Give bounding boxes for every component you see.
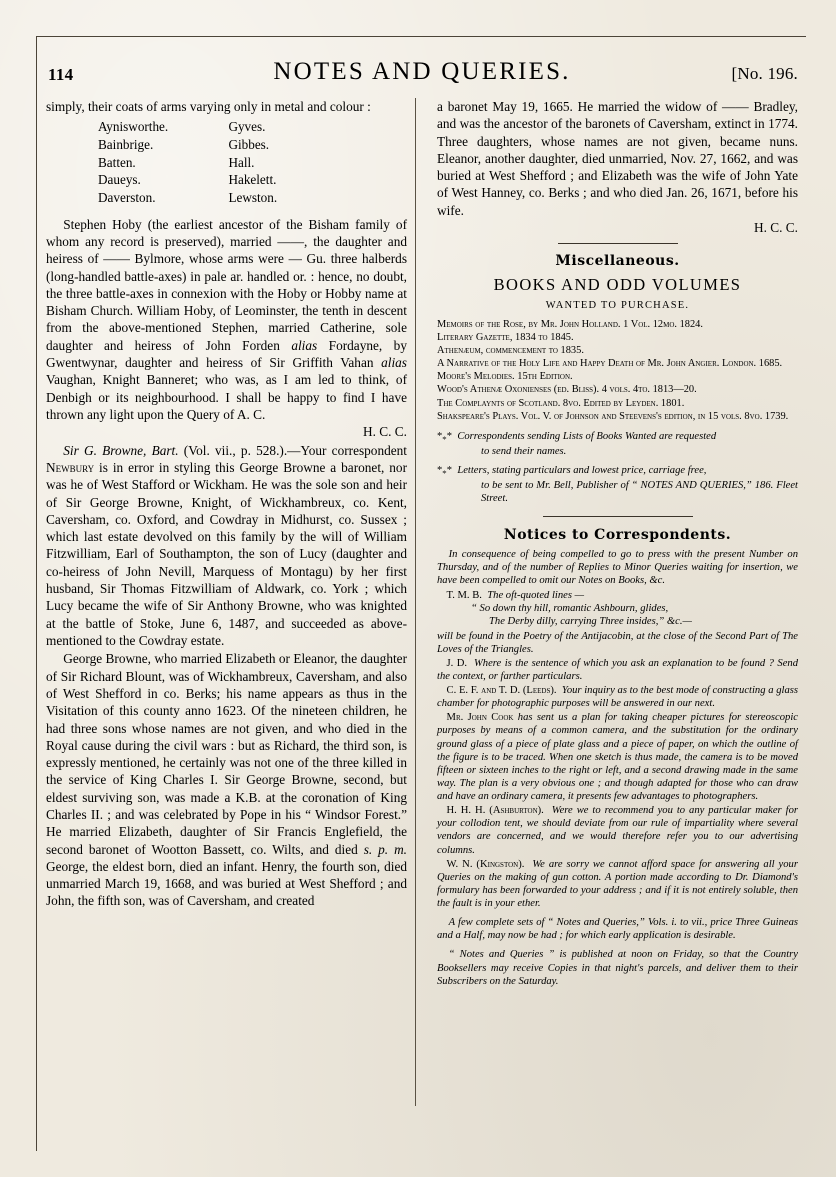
publication-title: NOTES AND QUERIES. <box>273 58 571 85</box>
table-row <box>46 190 407 208</box>
paragraph-stephen-hoby <box>46 216 407 441</box>
notices-to-correspondents <box>437 548 798 988</box>
reply-text: Your inquiry as to the best mode of constructing a glass chamber for photographic purposes will be answered in our next. <box>437 685 798 710</box>
paragraph-sir-g-browne <box>46 442 407 649</box>
reply-text: Were we to recommend you to any particular maker for your collodion tent, we should deviate from our rule of impartiality where several vendors are concerned, and we would therefore refer you to our advertising columns. <box>437 805 798 856</box>
reply-name: T. M. B. <box>446 589 482 601</box>
section-divider-1 <box>558 243 678 244</box>
reply-wn <box>437 858 798 911</box>
reply-cef-td <box>437 684 798 710</box>
surname-cell: Batten. <box>98 154 136 170</box>
list-item: The Complaynts of Scotland. 8vo. Edited by Leyden. 1801. <box>437 397 685 409</box>
reply-text: We are sorry we cannot afford space for answering all your Queries on the making of gun cotton. A portion made according to Dr. Diamond's formulary has been forwarded to your address ; and if it is not entirely soluble, then the fault is in your ether. <box>437 858 798 910</box>
note-text-line2: to send their names. <box>481 445 567 457</box>
table-row <box>46 154 407 172</box>
note-text: Letters, stating particulars and lowest price, carriage free, <box>457 464 707 476</box>
note-correspondents-names: $*_**$ Correspondents sending Lists of Books Wanted are requested to send their names. <box>437 430 798 458</box>
surname-cell: Gibbes. <box>228 136 270 152</box>
note-letters-to-publisher: $*_**$ Letters, stating particulars and lowest price, carriage free, to be sent to Mr. Bell, Publisher of “ NOTES AND QUERIES,” 186. Fleet Street. <box>437 464 798 504</box>
surname-cell: Hall. <box>228 154 255 170</box>
paragraph-george-browne <box>46 650 407 909</box>
browne-text-part1: (Vol. vii., p. 528.).—Your correspondent <box>178 442 407 458</box>
section-heading-notices: Notices to Correspondents. <box>503 526 732 543</box>
hoby-text-part1: Stephen Hoby (the earliest ancestor of the Bisham family of whom any record is preserved), married ——, the daughter and heiress of —— Bylmore, whose arms were — Gu. three halberds (long-handled battle-axes) in pale ar. handled or. : hence, no doubt, the three battle-axes in connexion with the Hoby or Hobby name at Bisham Church. William Hoby, of Leominster, the tenth in descent from the above-mentioned Stephen, married Catherine, sole daughter and heiress of John Forden <box>46 216 407 353</box>
reply-name: H. H. H. (Ashburton). <box>446 805 544 817</box>
list-item: Memoirs of the Rose, by Mr. John Holland. 1 Vol. 12mo. 1824. <box>437 318 703 330</box>
reply-john-cook <box>437 711 798 803</box>
george-text-part1: George Browne, who married Elizabeth or Eleanor, the daughter of Sir Richard Blount, was of Wickhambreux, Caversham, and also of West Shefford in co. Berks; his name appears as thus in the Visitation of this county anno 1623. Of the nineteen children, he had three sons whose names are not given, and who died in the Royal cause during the civil wars : but as Richard, the third son, is expressly mentioned, he certainly was not one of the three killed in the service of King Charles I. Sir George Browne, second, but eldest surviving son, was made a K.B. at the coronation of King Charles II. ; and was celebrated by Pope in his “ Windsor Forest.” He married Elizabeth, daughter of Sir Francis Englefield, the second baronet of Wootton Bassett, co. Wilts, and died <box>46 651 407 857</box>
hoby-alias-1: alias <box>291 337 318 353</box>
list-item: Moore's Melodies. 15th Edition. <box>437 371 573 383</box>
issue-number: [No. 196. <box>731 64 798 83</box>
baronet-text: a baronet May 19, 1665. He married the widow of —— Bradley, and was the ancestor of the baronets of Caversham, extinct in 1774. Three daughters, whose names are not given, became nuns. Eleanor, another daughter, died unmarried, Nov. 27, 1662, and was buried at West Shefford ; and Elizabeth was the wife of John Yate of West Hanney, co. Berks ; and who died Jan. 26, 1671, before his wife. <box>437 99 798 218</box>
reply-jd <box>437 657 798 683</box>
paragraph-arms-intro: simply, their coats of arms varying only in metal and colour : <box>46 99 371 114</box>
surname-cell: Hakelett. <box>228 172 277 188</box>
notice-intro: In consequence of being compelled to go to press with the present Number on Thursday, and of the number of Replies to Minor Queries waiting for insertion, we have been compelled to omit our Notes on Books, &c. <box>437 549 798 587</box>
wanted-to-purchase-subheading: WANTED TO PURCHASE. <box>545 299 690 311</box>
reply-hhh <box>437 804 798 857</box>
running-head <box>46 52 798 94</box>
reply-name: C. E. F. and T. D. (Leeds). <box>446 685 557 697</box>
section-heading-miscellaneous: Miscellaneous. <box>555 253 680 270</box>
table-row <box>46 118 407 136</box>
asterism-icon: * <box>437 430 443 442</box>
section-divider-2 <box>543 516 693 517</box>
correspondent-newbury: Newbury <box>46 460 95 475</box>
browne-article-title: Sir G. Browne, Bart. <box>63 442 179 458</box>
hoby-text-part2: Fordayne, by Gwentwynar, daughter and heiress of Sir Griffith Vahan <box>46 337 407 370</box>
notice-complete-sets: A few complete sets of “ Notes and Queries,” Vols. i. to vii., price Three Guineas and a Half, may now be had ; for which early application is desirable. <box>437 917 798 942</box>
verse-line-1: “ So down thy hill, romantic Ashbourn, glides, <box>471 602 669 614</box>
reply-tmb <box>437 589 798 602</box>
column-divider <box>415 98 416 1106</box>
note-text-line2: to be sent to Mr. Bell, Publisher of “ NOTES AND QUERIES,” 186. Fleet Street. <box>481 479 798 504</box>
surname-cell: Daueys. <box>98 172 141 188</box>
reply-name: Mr. John Cook <box>446 712 514 724</box>
notice-publication-schedule: “ Notes and Queries ” is published at noon on Friday, so that the Country Booksellers may receive Copies in that night's parcels, and deliver them to their Subscribers on the Saturday. <box>437 949 798 987</box>
hoby-text-part3: Vaughan, Knight Banneret; who was, as I am led to think, of Denbigh or its neighbourhood. I shall be happy to find I have thrown any light upon the Query of A. C. <box>46 372 407 422</box>
list-item: Wood's Athenæ Oxonienses (ed. Bliss). 4 vols. 4to. 1813—20. <box>437 384 697 396</box>
george-spm: s. p. m. <box>363 841 407 857</box>
list-item: Literary Gazette, 1834 to 1845. <box>437 331 574 343</box>
left-column <box>46 98 421 989</box>
books-wanted-list <box>437 319 798 424</box>
surname-list <box>46 118 407 207</box>
page-number-left: 114 <box>48 65 74 84</box>
browne-text-part2: is in error in styling this George Browne a baronet, nor was he of West Stafford or Wickham. He was the sole son and heir of Sir George Browne, Knight, of Wickhambreux, co. Kent, Caversham, co. Oxford, and Cowdray in Midhurst, co. Sussex ; which last estate devolved on this family by the will of William Fitzwilliam, Earl of Southampton, the son of Lucy (daughter and co-heiress of John Nevill, Marquess of Montagu) by her first husband, Sir Thomas Fitzwilliam of Aldwark, co. York ; which Lucy became the wife of Sir Anthony Browne, who was knighted at the battle of Stoke, June 6, 1487, and succeeded as above-mentioned to the Cowdray estate. <box>46 460 407 648</box>
table-row <box>46 136 407 154</box>
signature-hcc-2: H. C. C. <box>754 219 798 235</box>
reply-name: W. N. (Kingston). <box>446 858 525 870</box>
list-item: Athenæum, commencement to 1835. <box>437 344 584 356</box>
books-and-odd-volumes-heading: BOOKS AND ODD VOLUMES <box>493 275 742 295</box>
surname-cell: Daverston. <box>98 190 156 206</box>
surname-cell: Lewston. <box>228 190 278 206</box>
paragraph-baronet-caversham <box>437 98 798 236</box>
verse-line-2: The Derby dilly, carrying Three insides,” &c.— <box>489 615 692 627</box>
note-text: Correspondents sending Lists of Books Wanted are requested <box>457 430 717 442</box>
george-text-part2: George, the eldest born, died an infant. Henry, the fourth son, died unmarried March 19, 1668, and was buried at West Shefford ; and John, the fifth son, was of Caversham, and created <box>46 858 407 909</box>
right-column <box>421 98 798 989</box>
reply-tmb-continued: will be found in the Poetry of the Antijacobin, at the close of the Second Part of The Loves of the Triangles. <box>437 630 798 655</box>
asterism-icon-2: * <box>446 430 453 442</box>
asterism-icon-4: * <box>446 464 453 476</box>
signature-hcc-1: H. C. C. <box>363 424 407 440</box>
reply-text: has sent us a plan for taking cheaper pictures for stereoscopic purposes by means of a common camera, and the substitution for the ordinary ground glass of a piece of plate glass and a piece of paper, on which the outline of the figure is to be traced. When one sketch is thus made, the camera is to be moved fifteen or sixteen inches to the right or left, and a second drawing made in the same way. The plan is a very obvious one ; and though adapted for those who can draw and have an ordinary camera, it presents few advantages to photographers. <box>437 712 798 803</box>
surname-cell: Gyves. <box>228 118 266 134</box>
list-item: Shakspeare's Plays. Vol. V. of Johnson and Steevens's edition, in 15 vols. 8vo. 1739. <box>437 410 789 422</box>
reply-name: J. D. <box>446 657 468 669</box>
table-row <box>46 172 407 190</box>
reply-text: Where is the sentence of which you ask an explanation to be found ? Send the context, or farther particulars. <box>437 657 798 682</box>
surname-cell: Bainbrige. <box>98 136 154 152</box>
hoby-alias-2: alias <box>381 354 407 370</box>
verse-quote <box>437 603 798 629</box>
surname-cell: Aynisworthe. <box>98 118 169 134</box>
reply-text: The oft-quoted lines — <box>487 589 585 601</box>
asterism-icon-3: * <box>437 464 443 476</box>
two-column-body <box>46 98 798 989</box>
list-item: A Narrative of the Holy Life and Happy Death of Mr. John Angier. London. 1685. <box>437 358 783 370</box>
page-content <box>46 52 798 1142</box>
